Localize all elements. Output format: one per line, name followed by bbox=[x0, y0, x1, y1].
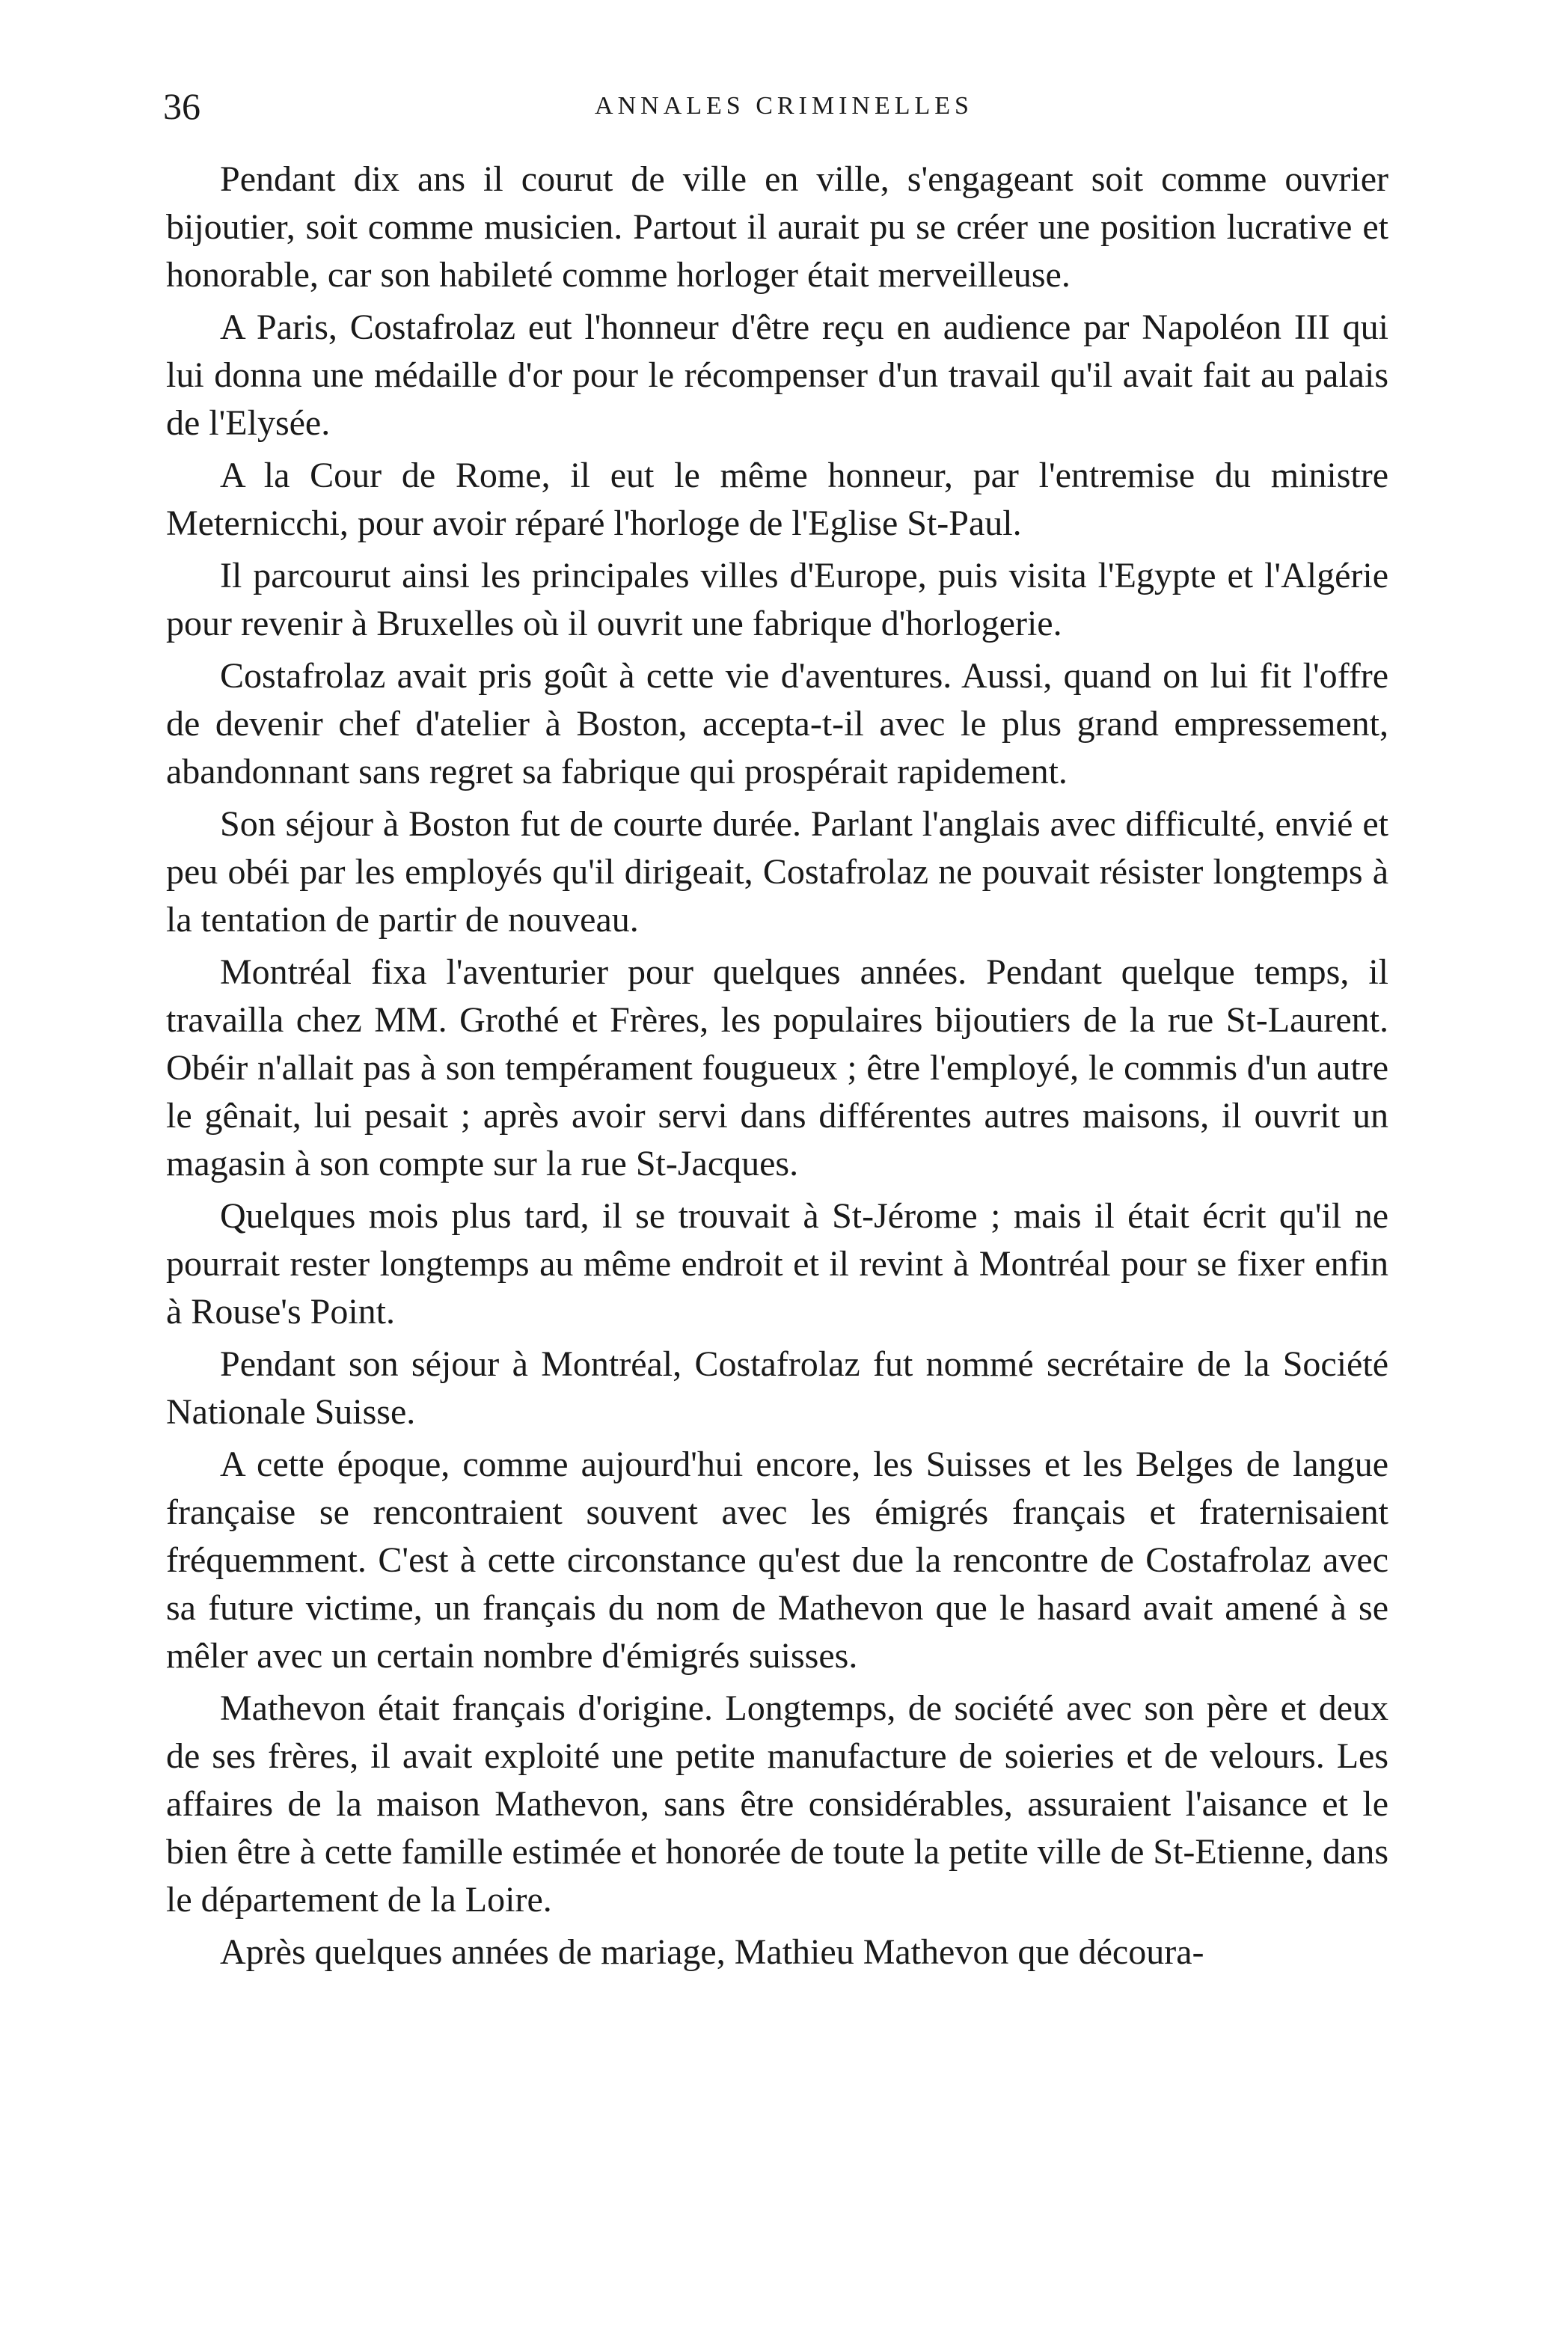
body-text bbox=[166, 156, 1388, 1981]
paragraph: A cette époque, comme aujourd'hui encore, les Suisses et les Belges de langue française se rencontraient souvent avec les émigrés français et fraternisaient fréquemment. C'est à cette circonstance qu'est due la rencontre de Costafrolaz avec sa future victime, un français du nom de Mathevon que le hasard avait amené à se mêler avec un certain nombre d'émigrés suisses. bbox=[166, 1445, 1388, 1676]
running-title: ANNALES CRIMINELLES bbox=[595, 92, 973, 120]
paragraph: Son séjour à Boston fut de courte durée. Parlant l'anglais avec difficulté, envié et peu obéi par les employés qu'il dirigeait, Costafrolaz ne pouvait résister longtemps à la tentation de partir de nouveau. bbox=[166, 804, 1388, 940]
paragraph: Pendant dix ans il courut de ville en ville, s'engageant soit comme ouvrier bijoutier, soit comme musicien. Partout il aurait pu se créer une position lucrative et honorable, car son habileté comme horloger était merveilleuse. bbox=[166, 159, 1388, 295]
paragraph: Pendant son séjour à Montréal, Costafrolaz fut nommé secrétaire de la Société Nationale Suisse. bbox=[166, 1344, 1388, 1432]
paragraph: Il parcourut ainsi les principales villes d'Europe, puis visita l'Egypte et l'Algérie pour revenir à Bruxelles où il ouvrit une fabrique d'horlogerie. bbox=[166, 556, 1388, 643]
paragraph: A Paris, Costafrolaz eut l'honneur d'être reçu en audience par Napoléon III qui lui donna une médaille d'or pour le récompenser d'un travail qu'il avait fait au palais de l'Elysée. bbox=[166, 307, 1388, 443]
paragraph: Après quelques années de mariage, Mathieu Mathevon que découra- bbox=[220, 1932, 1204, 1972]
paragraph: Quelques mois plus tard, il se trouvait à St-Jérome ; mais il était écrit qu'il ne pourrait rester longtemps au même endroit et il revint à Montréal pour se fixer enfin à Rouse's Point. bbox=[166, 1196, 1388, 1332]
paragraph: A la Cour de Rome, il eut le même honneur, par l'entremise du ministre Meternicchi, pour avoir réparé l'horloge de l'Eglise St-Paul. bbox=[166, 456, 1388, 543]
page-number: 36 bbox=[163, 85, 200, 127]
paragraph: Mathevon était français d'origine. Longtemps, de société avec son père et deux de ses frères, il avait exploité une petite manufacture de soieries et de velours. Les affaires de la maison Mathevon, sans être considérables, assuraient l'aisance et le bien être à cette famille estimée et honorée de toute la petite ville de St-Etienne, dans le département de la Loire. bbox=[166, 1688, 1388, 1920]
paragraph: Costafrolaz avait pris goût à cette vie d'aventures. Aussi, quand on lui fit l'offre de devenir chef d'atelier à Boston, accepta-t-il avec le plus grand empressement, abandonnant sans regret sa fabrique qui prospérait rapidement. bbox=[166, 656, 1388, 791]
paragraph: Montréal fixa l'aventurier pour quelques années. Pendant quelque temps, il travailla chez MM. Grothé et Frères, les populaires bijoutiers de la rue St-Laurent. Obéir n'allait pas à son tempérament fougueux ; être l'employé, le commis d'un autre le gênait, lui pesait ; après avoir servi dans différentes autres maisons, il ouvrit un magasin à son compte sur la rue St-Jacques. bbox=[166, 952, 1388, 1183]
